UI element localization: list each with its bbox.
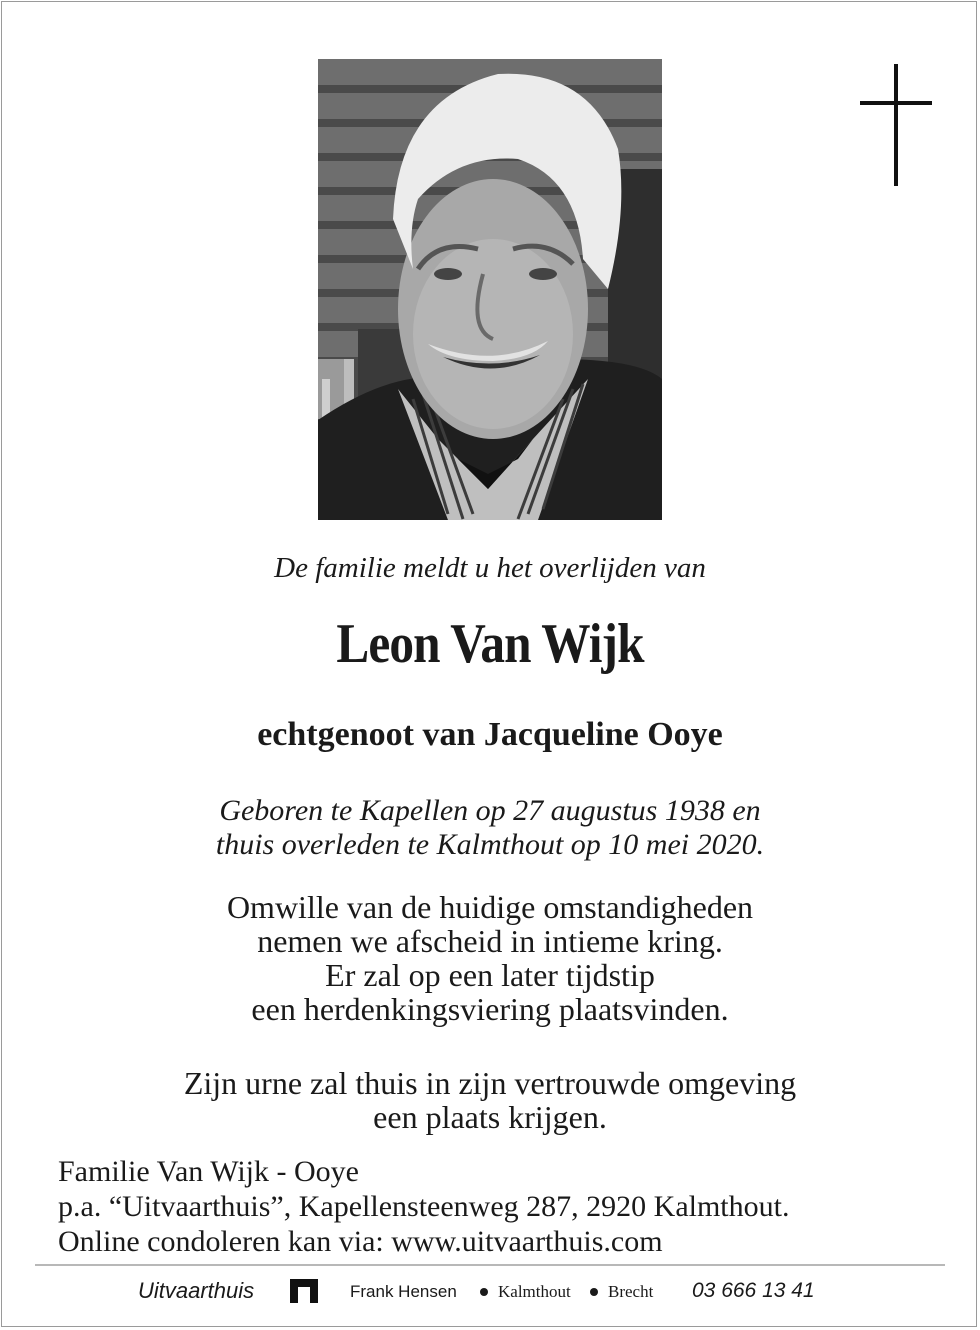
- death-line: thuis overleden te Kalmthout op 10 mei 2020.: [215, 828, 765, 861]
- birth-death-text: [0, 794, 980, 862]
- uitvaarthuis-logo-icon: [290, 1279, 318, 1303]
- urn-message: [0, 1066, 980, 1134]
- divider: [35, 1264, 945, 1266]
- intro-text: De familie meldt u het overlijden van: [274, 552, 706, 584]
- message-line: een herdenkingsviering plaatsvinden.: [251, 991, 729, 1027]
- message-line: nemen we afscheid in intieme kring.: [257, 923, 723, 959]
- message-line: Omwille van de huidige omstandigheden: [226, 889, 754, 925]
- spouse-line: echtgenoot van Jacqueline Ooye: [257, 716, 723, 753]
- farewell-message: [0, 890, 980, 1026]
- funeral-director: Frank Hensen: [350, 1282, 457, 1301]
- address-line: p.a. “Uitvaarthuis”, Kapellensteenweg 287, 2920 Kalmthout.: [58, 1190, 790, 1223]
- cross-icon: [860, 64, 932, 186]
- message-line: Zijn urne zal thuis in zijn vertrouwde omgeving: [183, 1065, 797, 1101]
- birth-line: Geboren te Kapellen op 27 augustus 1938 en: [219, 794, 761, 827]
- phone-number: 03 666 13 41: [692, 1279, 815, 1302]
- message-line: een plaats krijgen.: [373, 1099, 607, 1135]
- bullet-icon: [590, 1288, 598, 1296]
- location-kalmthout: Kalmthout: [498, 1282, 571, 1301]
- message-line: Er zal op een later tijdstip: [325, 957, 655, 993]
- online-condolence-line: Online condoleren kan via: www.uitvaarthuis.com: [58, 1225, 663, 1258]
- deceased-name: Leon Van Wijk: [336, 613, 644, 675]
- bullet-icon: [480, 1288, 488, 1296]
- portrait-photo: [318, 59, 662, 520]
- funeral-home-brand: Uitvaarthuis: [138, 1278, 255, 1303]
- signoff: [58, 1154, 789, 1259]
- location-brecht: Brecht: [608, 1282, 654, 1301]
- family-signature: Familie Van Wijk - Ooye: [58, 1155, 359, 1188]
